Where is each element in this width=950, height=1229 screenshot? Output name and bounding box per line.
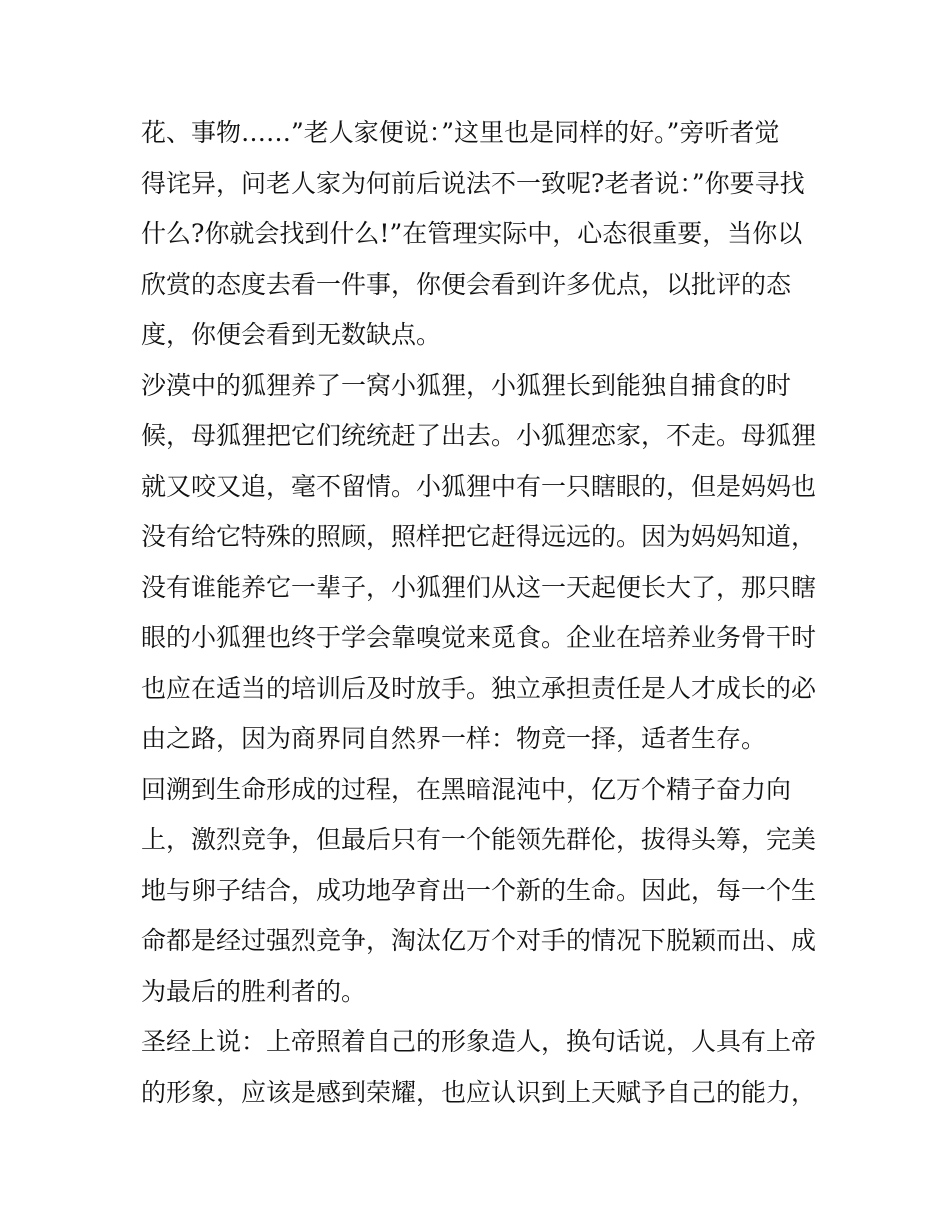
text-line: 为最后的胜利者的。: [141, 976, 367, 1006]
paragraph-3: [141, 765, 821, 1018]
text-line: 度，你便会看到无数缺点。: [141, 320, 442, 349]
text-line: 回溯到生命形成的过程，在黑暗混沌中，亿万个精子奋力向: [141, 774, 792, 804]
text-line: 也应在适当的培训后及时放手。独立承担责任是人才成长的必: [141, 673, 817, 703]
document-body: [141, 108, 821, 1118]
paragraph-1: [141, 108, 821, 361]
text-line: 欣赏的态度去看一件事，你便会看到许多优点，以批评的态: [141, 269, 792, 299]
text-line: 地与卵子结合，成功地孕育出一个新的生命。因此，每一个生: [141, 875, 817, 905]
text-line: 候，母狐狸把它们统统赶了出去。小狐狸恋家，不走。母狐狸: [141, 421, 817, 450]
text-line: 什么?你就会找到什么!”在管理实际中，心态很重要，当你以: [141, 219, 803, 248]
text-line: 圣经上说：上帝照着自己的形象造人，换句话说，人具有上帝: [141, 1027, 817, 1056]
text-line: 命都是经过强烈竞争，淘汰亿万个对手的情况下脱颖而出、成: [141, 926, 817, 955]
text-line: 就又咬又追，毫不留情。小狐狸中有一只瞎眼的，但是妈妈也: [141, 471, 817, 501]
text-line: 没有给它特殊的照顾，照样把它赶得远远的。因为妈妈知道，: [141, 522, 817, 551]
text-line: 由之路，因为商界同自然界一样：物竞一择，适者生存。: [141, 724, 767, 753]
text-line: 花、事物……”老人家便说：”这里也是同样的好。”旁听者觉: [141, 118, 780, 147]
paragraph-2: [141, 361, 821, 765]
text-line: 得诧异，问老人家为何前后说法不一致呢?老者说：”你要寻找: [141, 168, 805, 198]
text-line: 眼的小狐狸也终于学会靠嗅觉来觅食。企业在培养业务骨干时: [141, 623, 817, 652]
text-line: 沙漠中的狐狸养了一窝小狐狸，小狐狸长到能独自捕食的时: [141, 370, 792, 400]
text-line: 上，激烈竞争，但最后只有一个能领先群伦，拔得头筹，完美: [141, 825, 817, 854]
paragraph-4: [141, 1017, 821, 1118]
text-line: 没有谁能养它一辈子，小狐狸们从这一天起便长大了，那只瞎: [141, 572, 817, 602]
text-line: 的形象，应该是感到荣耀，也应认识到上天赋予自己的能力，: [141, 1077, 817, 1107]
